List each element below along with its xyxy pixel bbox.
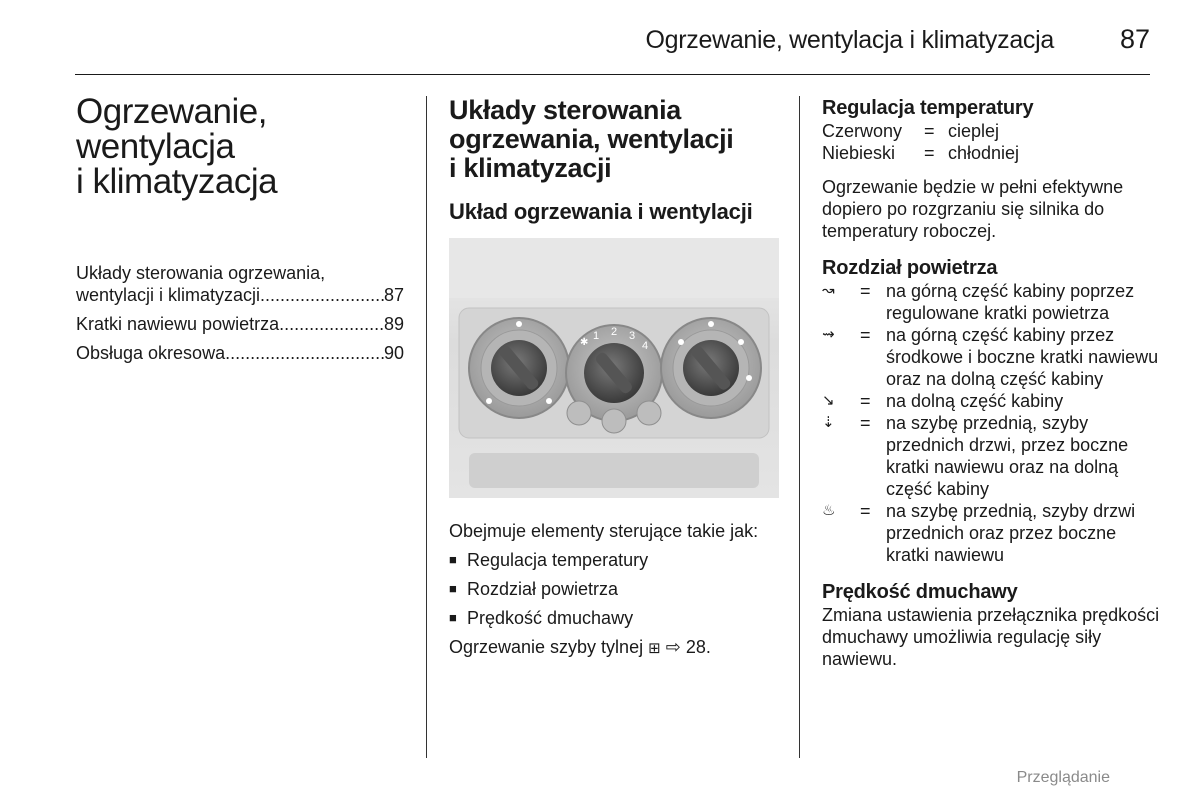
column-divider-2: [799, 96, 800, 758]
page-reference-icon[interactable]: ⇨: [665, 637, 681, 657]
toc-entry-label: Obsługa okresowa: [76, 343, 226, 363]
equals-sign: =: [860, 501, 871, 521]
section-title-line: ogrzewania, wentylacji: [449, 124, 734, 154]
distribution-item: [822, 390, 1162, 412]
toc-page: 87: [383, 285, 404, 305]
temperature-value: chłodniej: [948, 143, 1020, 163]
column-divider-1: [426, 96, 427, 758]
temperature-item: [822, 120, 1162, 142]
windscreen-defrost-icon: ♨: [822, 502, 836, 519]
bullet-icon: ■: [449, 581, 457, 596]
section-title: [449, 96, 779, 183]
chapter-title-line: wentylacja: [76, 127, 235, 166]
toc-entry[interactable]: [76, 313, 404, 335]
equals-sign: =: [860, 391, 871, 411]
distribution-item: [822, 324, 1162, 390]
temperature-key: Czerwony: [822, 121, 903, 141]
section-column: [449, 96, 779, 225]
distribution-item: [822, 500, 1162, 566]
intro-text: Obejmuje elementy sterujące takie jak:: [449, 521, 759, 541]
section-title-line: Układy sterowania: [449, 95, 681, 125]
distribution-text: na górną część kabiny przez środkowe i boczne kratki nawiewu oraz na dolną część kabiny: [886, 325, 1159, 389]
upper-lower-icon: ⇝: [822, 326, 835, 343]
toc-entry-label: Układy sterowania ogrzewania,: [76, 263, 326, 283]
equals-sign: =: [860, 281, 871, 301]
browse-link[interactable]: Przeglądanie: [1016, 769, 1110, 786]
bullet-icon: ■: [449, 552, 457, 567]
fan-speed-label: 3: [629, 330, 636, 342]
toc-page: 90: [383, 343, 404, 363]
list-item-label: Prędkość dmuchawy: [467, 608, 634, 628]
toc-entry[interactable]: [76, 262, 404, 306]
temperature-key: Niebieski: [822, 143, 896, 163]
chapter-title-line: i klimatyzacja: [76, 162, 278, 201]
running-header-title: Ogrzewanie, wentylacja i klimatyzacja: [645, 26, 1054, 54]
distribution-heading: Rozdział powietrza: [822, 257, 998, 279]
windscreen-footwell-icon: ⇣: [822, 414, 835, 431]
distribution-item: [822, 280, 1162, 324]
svg-text:✱: ✱: [580, 337, 589, 348]
control-panel-figure: [449, 238, 779, 498]
list-item-label: Regulacja temperatury: [467, 550, 649, 570]
temperature-value: cieplej: [948, 121, 1000, 141]
toc-entry[interactable]: [76, 342, 404, 364]
list-item: [449, 607, 779, 629]
fan-speed-label: 4: [642, 340, 649, 352]
toc-page: 89: [383, 314, 404, 334]
air-distribution-knob[interactable]: [661, 318, 761, 418]
table-of-contents: [76, 262, 404, 371]
section-body: [449, 520, 779, 660]
rear-window-label: Ogrzewanie szyby tylnej: [449, 637, 644, 657]
toc-leader: [260, 284, 384, 306]
temperature-knob[interactable]: [469, 318, 569, 418]
distribution-text: na szybę przednią, szyby drzwi przednich oraz przez boczne kratki nawiewu: [886, 501, 1136, 565]
list-item: [449, 549, 779, 571]
toc-entry-label: wentylacji i klimatyzacji: [76, 285, 261, 305]
upper-cabin-icon: ↝: [822, 282, 835, 299]
header-rule: [75, 74, 1150, 75]
list-item: [449, 578, 779, 600]
toc-leader: [225, 342, 384, 364]
equals-sign: =: [924, 143, 935, 163]
page-reference[interactable]: 28.: [685, 637, 711, 657]
bullet-icon: ■: [449, 610, 457, 625]
details-column: [822, 96, 1162, 670]
section-subtitle: Układ ogrzewania i wentylacji: [449, 199, 753, 224]
page-number: 87: [1119, 24, 1150, 54]
distribution-text: na szybę przednią, szyby przednich drzwi, przez boczne kratki nawiewu oraz na dolną część kabiny: [886, 413, 1129, 499]
footwell-icon: ↘: [822, 392, 835, 409]
control-panel-illustration: [449, 238, 779, 498]
distribution-text: na dolną część kabiny: [886, 391, 1064, 411]
list-item-label: Rozdział powietrza: [467, 579, 619, 599]
fan-speed-label: 2: [611, 326, 618, 338]
distribution-item: [822, 412, 1162, 500]
rear-window-note: [449, 636, 779, 660]
fan-speed-label: 1: [593, 330, 600, 342]
rear-defrost-icon: ⊞: [648, 640, 661, 657]
temperature-note: Ogrzewanie będzie w pełni efektywne dopiero po rozgrzaniu się silnika do temperatury roboczej.: [822, 177, 1124, 241]
section-title-line: i klimatyzacji: [449, 153, 612, 183]
toc-entry-label: Kratki nawiewu powietrza: [76, 314, 280, 334]
blower-text: Zmiana ustawienia przełącznika prędkości dmuchawy umożliwia regulację siły nawiewu.: [822, 605, 1160, 669]
equals-sign: =: [924, 121, 935, 141]
chapter-title: [76, 94, 277, 199]
blower-heading: Prędkość dmuchawy: [822, 581, 1018, 603]
equals-sign: =: [860, 413, 871, 433]
chapter-title-line: Ogrzewanie,: [76, 92, 267, 131]
temperature-item: [822, 142, 1162, 164]
distribution-text: na górną część kabiny poprzez regulowane kratki powietrza: [886, 281, 1135, 323]
toc-leader: [279, 313, 384, 335]
equals-sign: =: [860, 325, 871, 345]
temperature-heading: Regulacja temperatury: [822, 97, 1034, 119]
